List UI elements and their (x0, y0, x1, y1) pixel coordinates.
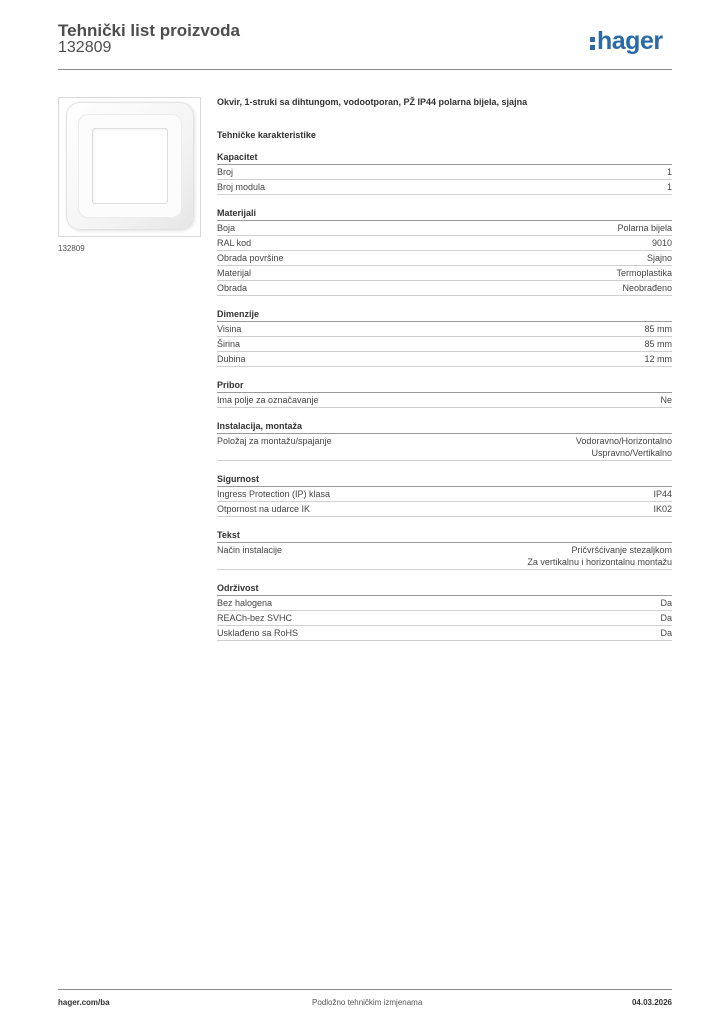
spec-row (217, 251, 672, 266)
spec-label: Dubina (217, 354, 246, 364)
spec-label: Položaj za montažu/spajanje (217, 436, 332, 446)
spec-row (217, 165, 672, 180)
spec-row (217, 281, 672, 296)
spec-value (667, 181, 672, 193)
spec-label: Ingress Protection (IP) klasa (217, 489, 331, 499)
spec-label: Širina (217, 339, 241, 349)
spec-value (667, 166, 672, 178)
spec-row (217, 266, 672, 281)
spec-row (217, 596, 672, 611)
spec-value-line: Polarna bijela (617, 223, 672, 233)
spec-row (217, 487, 672, 502)
section-title: Sigurnost (217, 473, 672, 487)
spec-value-line: IP44 (653, 489, 672, 499)
spec-section (217, 582, 672, 641)
spec-value-line: Za vertikalnu i horizontalnu montažu (527, 557, 672, 567)
section-title: Kapacitet (217, 151, 672, 165)
spec-value-line: Da (660, 628, 672, 638)
spec-value-line: Da (660, 598, 672, 608)
image-caption: 132809 (58, 244, 85, 253)
spec-label: Otpornost na udarce IK (217, 504, 311, 514)
spec-value (527, 544, 672, 568)
spec-label: Usklađeno sa RoHS (217, 628, 299, 638)
spec-row (217, 322, 672, 337)
spec-label: Broj (217, 167, 234, 177)
spec-value (660, 627, 672, 639)
footer-divider (58, 989, 672, 990)
spec-value-line: Da (660, 613, 672, 623)
spec-sections (217, 151, 672, 641)
spec-value-line: 12 mm (644, 354, 672, 364)
spec-label: REACh-bez SVHC (217, 613, 293, 623)
spec-section (217, 379, 672, 408)
spec-section (217, 529, 672, 570)
spec-value (622, 282, 672, 294)
spec-label: Materijal (217, 268, 252, 278)
spec-value (616, 267, 672, 279)
spec-value (653, 503, 672, 515)
product-code: 132809 (58, 39, 112, 56)
section-title: Pribor (217, 379, 672, 393)
spec-row (217, 221, 672, 236)
footer-note: Podložno tehničkim izmjenama (312, 998, 423, 1007)
section-title: Dimenzije (217, 308, 672, 322)
spec-value (644, 353, 672, 365)
spec-row (217, 236, 672, 251)
spec-value-line: Sjajno (646, 253, 672, 263)
section-title: Održivost (217, 582, 672, 596)
spec-label: RAL kod (217, 238, 252, 248)
spec-row (217, 393, 672, 408)
spec-value-line: 85 mm (644, 339, 672, 349)
spec-label: Boja (217, 223, 236, 233)
spec-value-line: 9010 (651, 238, 672, 248)
logo-dots-icon (590, 34, 595, 51)
spec-value (652, 237, 672, 249)
spec-value (660, 394, 672, 406)
hager-logo (590, 27, 663, 56)
spec-value (644, 323, 672, 335)
spec-value-line: 85 mm (644, 324, 672, 334)
spec-value-line: Vodoravno/Horizontalno (575, 436, 672, 446)
characteristics-title: Tehničke karakteristike (217, 130, 316, 140)
spec-row (217, 502, 672, 517)
spec-label: Način instalacije (217, 545, 283, 555)
spec-value (617, 222, 672, 234)
spec-row (217, 352, 672, 367)
spec-value-line: Ne (660, 395, 672, 405)
section-title: Tekst (217, 529, 672, 543)
spec-value (647, 252, 672, 264)
spec-row (217, 337, 672, 352)
spec-section (217, 207, 672, 296)
footer-website: hager.com/ba (58, 998, 110, 1007)
spec-row (217, 626, 672, 641)
spec-value (576, 435, 672, 459)
spec-label: Obrada (217, 283, 248, 293)
document-title: Tehnički list proizvoda (58, 21, 240, 40)
spec-label: Obrada površine (217, 253, 284, 263)
spec-value-line: 1 (666, 182, 672, 192)
spec-value-line: Pričvršćivanje stezaljkom (571, 545, 672, 555)
spec-value (660, 612, 672, 624)
spec-value-line: IK02 (653, 504, 672, 514)
section-title: Materijali (217, 207, 672, 221)
frame-picture (66, 102, 194, 230)
spec-row (217, 434, 672, 461)
spec-row (217, 611, 672, 626)
spec-value (660, 597, 672, 609)
product-description: Okvir, 1-struki sa dihtungom, vodootporan, PŽ IP44 polarna bijela, sjajna (217, 97, 528, 107)
spec-value-line: 1 (666, 167, 672, 177)
header-divider (58, 69, 672, 70)
spec-value-line: Termoplastika (616, 268, 672, 278)
spec-content (217, 95, 672, 641)
footer-date: 04.03.2026 (631, 998, 672, 1007)
product-image (58, 97, 201, 237)
spec-value (653, 488, 672, 500)
section-title: Instalacija, montaža (217, 420, 672, 434)
spec-section (217, 308, 672, 367)
spec-section (217, 420, 672, 461)
spec-row (217, 543, 672, 570)
spec-row (217, 180, 672, 195)
spec-value-line: Uspravno/Vertikalno (591, 448, 672, 458)
spec-section (217, 151, 672, 195)
spec-label: Bez halogena (217, 598, 273, 608)
spec-value (644, 338, 672, 350)
spec-label: Ima polje za označavanje (217, 395, 319, 405)
spec-value-line: Neobrađeno (622, 283, 672, 293)
spec-label: Broj modula (217, 182, 266, 192)
spec-section (217, 473, 672, 517)
spec-label: Visina (217, 324, 242, 334)
logo-text: hager (597, 27, 663, 55)
